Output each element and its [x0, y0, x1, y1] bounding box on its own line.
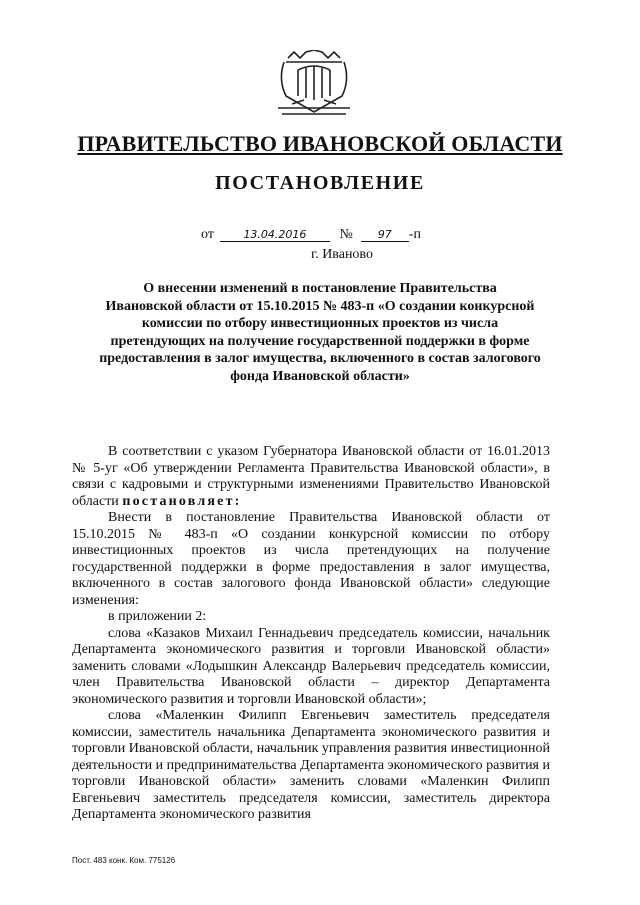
- title-line: Ивановской области от 15.10.2015 № 483-п «О создании конкурсной: [105, 298, 535, 314]
- number-prefix: №: [339, 227, 353, 242]
- date-number-line: [201, 227, 421, 243]
- title-line: претендующих на получение государственной поддержки в форме: [110, 333, 530, 349]
- government-name: ПРАВИТЕЛЬСТВО ИВАНОВСКОЙ ОБЛАСТИ: [77, 131, 563, 156]
- footer-reference: Пост. 483 конк. Ком. 775126: [72, 856, 176, 865]
- date-value: 13.04.2016: [220, 228, 330, 242]
- title-line: О внесении изменений в постановление Правительства: [143, 281, 497, 296]
- title-line: комиссии по отбору инвестиционных проектов из числа: [141, 316, 499, 332]
- coat-of-arms-emblem: [274, 50, 354, 120]
- document-body: [72, 444, 550, 824]
- paragraph-replacement-2: слова «Маленкин Филипп Евгеньевич заместитель председателя комиссии, заместитель начальника Департамента экономического развития и торговли Ивановской области, начальник управления развития инвестиционной деятельности и предпринимательства Департамента экономического развития и торговли Ивановской области» заменить словами «Маленкин Филипп Евгеньевич заместитель председателя комиссии, заместитель директора Департамента экономического развития: [72, 708, 550, 822]
- paragraph-replacement-1: слова «Казаков Михаил Геннадьевич председатель комиссии, начальник Департамента экономического развития и торговли Ивановской области» заменить словами «Лодышкин Александр Валерьевич председатель комиссии, член Правительства Ивановской области – директор Департамента экономического развития и торговли Ивановской области»;: [72, 625, 550, 707]
- title-line: фонда Ивановской области»: [230, 368, 410, 384]
- document-title: [90, 280, 550, 386]
- paragraph-amendment: Внести в постановление Правительства Ивановской области от 15.10.2015 № 483-п «О создании конкурсной комиссии по отбору инвестиционных проектов из числа претендующих на получение государственной поддержки в форме предоставления в залог имущества, включенного в состав залогового фонда Ивановской области» следующие изменения:: [72, 510, 550, 608]
- paragraph-appendix: в приложении 2:: [108, 609, 207, 624]
- number-suffix: -п: [408, 227, 421, 242]
- document-type: ПОСТАНОВЛЕНИЕ: [215, 172, 425, 194]
- preamble-text: В соответствии с указом Губернатора Ивановской области от 16.01.2013 № 5-уг «Об утверждении Регламента Правительства Ивановской области», в связи с кадровыми и структурными изменениями Правительство Ивановской области: [72, 444, 550, 509]
- title-line: предоставления в залог имущества, включенного в состав залогового: [99, 351, 541, 367]
- city: г. Иваново: [311, 247, 373, 262]
- date-prefix: от: [201, 227, 214, 242]
- number-value: 97: [361, 228, 409, 242]
- paragraph-preamble: [72, 444, 550, 510]
- resolves-keyword: постановляет:: [122, 493, 242, 509]
